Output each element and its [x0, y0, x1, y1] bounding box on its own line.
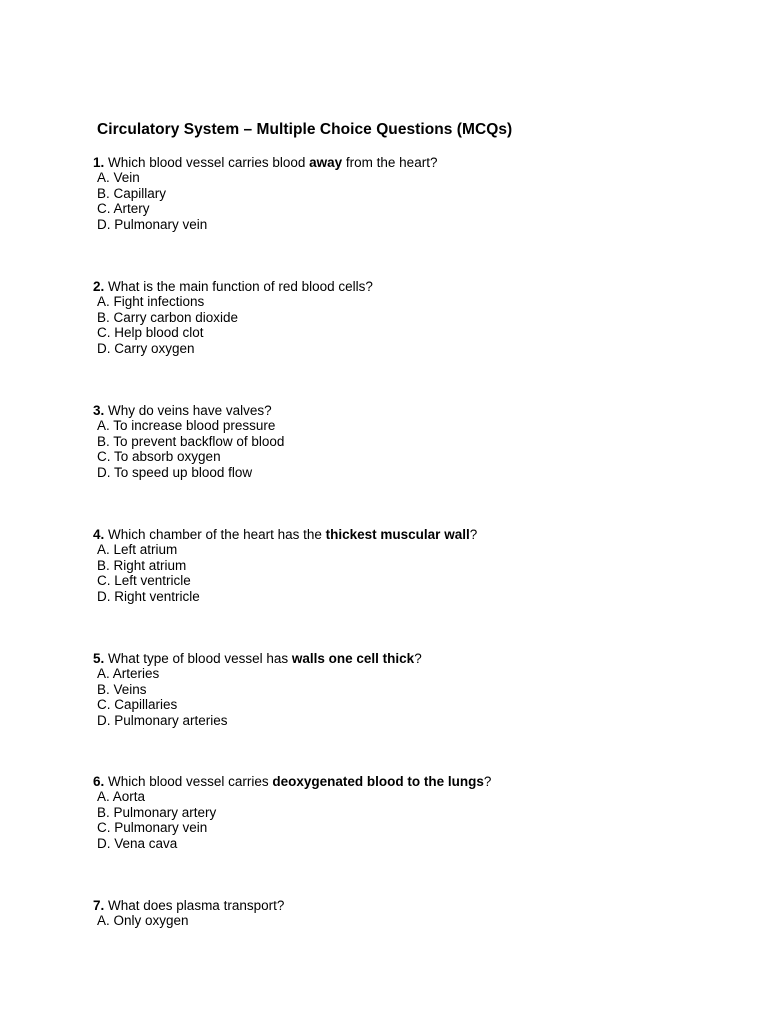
question-7 [93, 898, 284, 929]
question-text-pre: Which chamber of the heart has the [104, 527, 326, 542]
option-c: C. Help blood clot [97, 325, 204, 341]
option-a: A. Left atrium [97, 542, 178, 558]
option-d: D. To speed up blood flow [97, 464, 253, 480]
question-text-post: from the heart? [342, 155, 438, 170]
question-number: 1. [93, 155, 105, 170]
question-4 [93, 527, 477, 604]
question-number: 7. [93, 898, 105, 913]
question-5 [93, 651, 422, 728]
question-emphasis: away [309, 155, 343, 170]
question-number: 3. [93, 403, 105, 418]
option-a: A. Only oxygen [97, 913, 189, 929]
option-a: A. Aorta [97, 789, 146, 805]
question-number: 2. [93, 279, 105, 294]
option-a: A. Fight infections [97, 294, 205, 310]
option-b: B. Veins [97, 681, 147, 697]
option-a: A. Arteries [97, 666, 160, 682]
option-d: D. Pulmonary vein [97, 216, 208, 232]
option-b: B. Pulmonary artery [97, 804, 217, 820]
question-text-post: ? [469, 527, 478, 542]
option-b: B. To prevent backflow of blood [97, 433, 285, 449]
question-text-post: ? [414, 651, 422, 666]
question-number: 6. [93, 774, 105, 789]
question-text [93, 279, 373, 294]
option-d: D. Vena cava [97, 835, 178, 851]
question-text-post: ? [483, 774, 492, 789]
option-b: B. Carry carbon dioxide [97, 309, 239, 325]
question-text-pre: Which blood vessel carries blood [104, 155, 310, 170]
question-text [93, 774, 491, 789]
option-b: B. Right atrium [97, 557, 187, 573]
question-emphasis: deoxygenated blood to the lungs [272, 774, 484, 789]
question-emphasis: thickest muscular wall [325, 527, 470, 542]
question-number: 4. [93, 527, 105, 542]
option-d: D. Right ventricle [97, 588, 200, 604]
option-b: B. Capillary [97, 185, 167, 201]
question-text [93, 898, 284, 913]
option-c: C. Left ventricle [97, 573, 191, 589]
question-text-pre: What type of blood vessel has [104, 651, 292, 666]
document-title: Circulatory System – Multiple Choice Questions (MCQs) [97, 121, 513, 138]
option-d: D. Pulmonary arteries [97, 712, 228, 728]
option-d: D. Carry oxygen [97, 340, 195, 356]
question-1 [93, 155, 437, 232]
question-text-pre: Which blood vessel carries [104, 774, 273, 789]
question-text [93, 651, 422, 666]
question-emphasis: walls one cell thick [291, 651, 415, 666]
question-text-pre: What does plasma transport? [104, 898, 285, 913]
question-text [93, 527, 477, 542]
option-a: A. To increase blood pressure [97, 418, 276, 434]
option-a: A. Vein [97, 170, 140, 186]
option-c: C. Artery [97, 201, 150, 217]
option-c: C. To absorb oxygen [97, 449, 221, 465]
question-text [93, 155, 437, 170]
question-number: 5. [93, 651, 105, 666]
question-text-pre: Why do veins have valves? [104, 403, 272, 418]
question-3 [93, 403, 284, 480]
question-text-pre: What is the main function of red blood cells? [104, 279, 373, 294]
option-c: C. Capillaries [97, 697, 178, 713]
question-text [93, 403, 284, 418]
question-2 [93, 279, 373, 356]
question-6 [93, 774, 491, 851]
option-c: C. Pulmonary vein [97, 820, 208, 836]
